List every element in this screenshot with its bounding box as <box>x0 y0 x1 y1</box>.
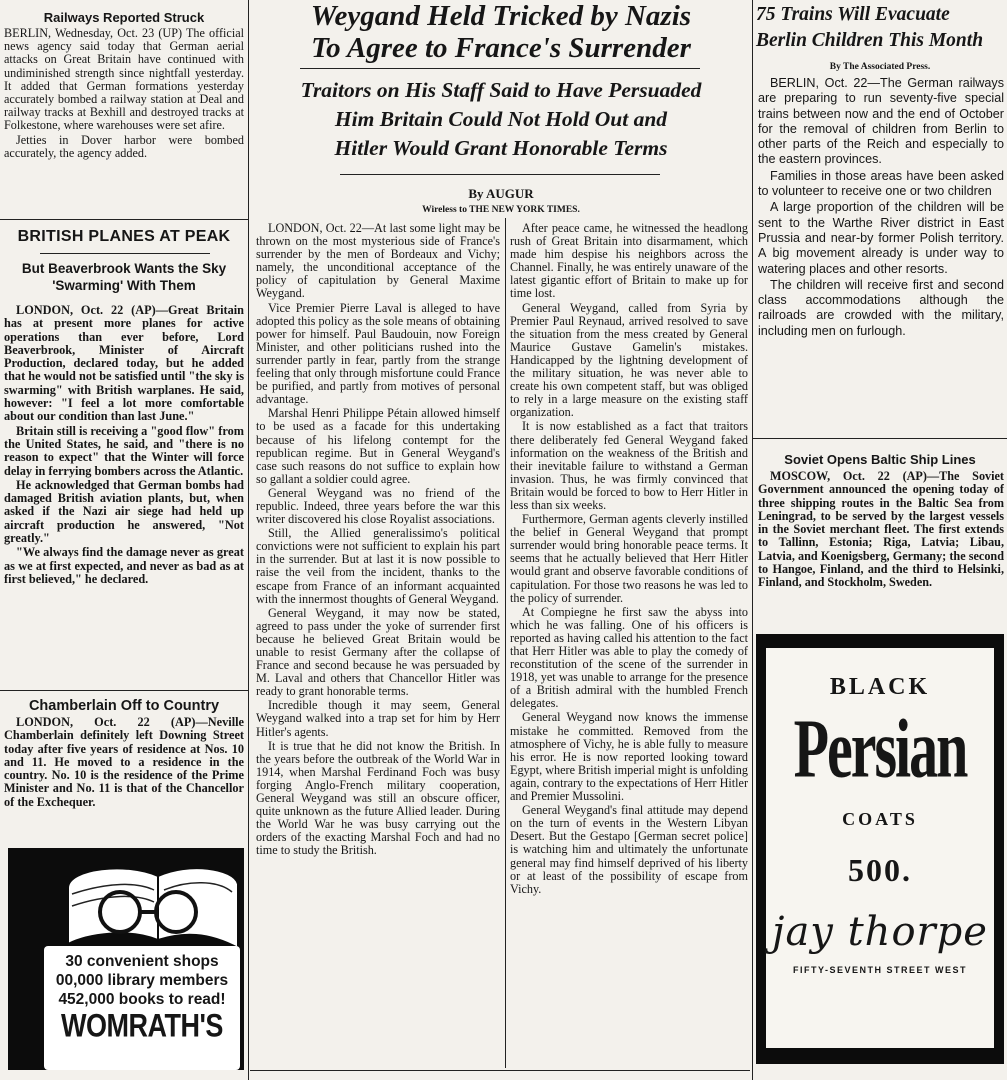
main-b-para-2: General Weygand, called from Syria by Premier Paul Reynaud, arrived resolved to save the situation from the mess created by General Maurice Gustave Gamelin's mistakes. Handicapped by the lightning development of the military situation, he was never able to create his own competent staff, but was obliged to rely in a large measure on the existing staff organization. <box>510 300 748 420</box>
main-deck-line-2: Him Britain Could Not Hold Out and <box>334 107 668 131</box>
main-deck-line-1: Traitors on His Staff Said to Have Persuaded <box>300 78 702 102</box>
soviet-article <box>758 470 1004 620</box>
railways-para-1: BERLIN, Wednesday, Oct. 23 (UP) The official news agency said today that German aerial attacks on Great Britain have continued with undiminished strength since nightfall yesterday. It added that German formations yesterday accurately bombed a railway station at Deal and railway tracks at Bexhill and destroyed tracks at Folkestone, where warehouses were set afire. <box>4 27 244 133</box>
trains-para-2: Families in those areas have been asked to volunteer to receive one or two children <box>758 168 1004 199</box>
womrath-line-1: 30 convenient shops <box>65 953 219 970</box>
main-headline <box>252 0 750 64</box>
womrath-text-panel <box>44 946 240 1070</box>
headline-rule <box>300 68 700 69</box>
persian-brand: jay thorpe <box>772 909 988 955</box>
main-headline-line-2: To Agree to France's Surrender <box>311 32 691 64</box>
main-a-para-6: General Weygand, it may now be stated, agreed to pass under the yoke of surrender first because he believed Great Britain would be unable to resist Germany after the collapse of France and second because he was persuaded by M. Laval and others that Chancellor Hitler was ready to grant honorable terms. <box>256 605 500 699</box>
main-credit: Wireless to THE NEW YORK TIMES. <box>422 205 580 215</box>
main-deck <box>252 76 750 163</box>
planes-para-4: "We always find the damage never as great as we at first expected, and never as bad as at first believed," he declared. <box>4 545 244 586</box>
trains-headline <box>756 2 1004 54</box>
column-rule-1 <box>248 0 249 1080</box>
section-rule-3 <box>753 438 1007 439</box>
main-headline-line-1: Weygand Held Tricked by Nazis <box>310 0 692 32</box>
railways-headline: Railways Reported Struck <box>43 10 205 25</box>
planes-article <box>4 304 244 688</box>
chamberlain-headline: Chamberlain Off to Country <box>28 698 220 714</box>
womrath-advertisement <box>8 848 244 1070</box>
main-a-para-2: Vice Premier Pierre Laval is alleged to have adopted this policy as the sole means of obtaining power for himself. Paul Baudouin, now Foreign Minister, and other politicians rushed into the surrender partly in fear, partly from the strange feeling that only through misfortune could France be purified, and partly from motives of personal advantage. <box>256 300 500 407</box>
planes-para-3: He acknowledged that German bombs had damaged British aviation plants, but, when asked if the Nazi air siege had held up aircraft production he answered, "Not greatly." <box>4 477 244 546</box>
main-b-para-5: At Compiegne he first saw the abyss into which he was falling. One of his officers is reported as having called his attention to the fact that Herr Hitler was able to play the comedy of reconstitution of the scene of the surrender in 1918, yet was unable to arrange for the presence of a British admiral with the humbled French delegates. <box>510 604 748 711</box>
soviet-headline: Soviet Opens Baltic Ship Lines <box>784 452 976 467</box>
planes-subhead: But Beaverbrook Wants the Sky 'Swarming' With Them <box>21 261 227 293</box>
main-b-para-1: After peace came, he witnessed the headlong rush of Great Britain into disarmament, which made him despise his neighbors across the Channel. Finally, he was entirely unaware of the latest gigantic effort of Britain to make up for time lost. <box>510 222 748 301</box>
main-b-para-4: Furthermore, German agents cleverly instilled the belief in General Weygand that prompt surrender would bring honorable peace terms. It seems that he actually believed that Herr Hitler would grant and observe favorable conditions of capitulation. For those two reasons he was led to the policy of surrender. <box>510 512 748 605</box>
soviet-para-1: MOSCOW, Oct. 22 (AP)—The Soviet Government announced the opening today of three shipping routes in the Baltic Sea from Leningrad, to be served by the largest vessels in the Soviet merchant fleet. The first extends to Tallinn, Estonia; Riga, Latvia; Libau, Latvia, and Koenigsberg, Germany; the second to Hangoe, Finland, and the third to Helsinki, Finland, and Stockholm, Sweden. <box>758 470 1004 590</box>
womrath-line-2: 00,000 library members <box>55 972 229 989</box>
trains-headline-line-2: Berlin Children This Month <box>756 30 984 51</box>
main-a-para-1: LONDON, Oct. 22—At last some light may be thrown on the most mysterious side of France's surrender by the men of Bordeaux and Vichy; namely, the unconditional acceptance of the policy of capitulation by General Maxime Weygand. <box>256 222 500 301</box>
persian-line-2: Persian <box>793 701 967 796</box>
main-a-para-4: General Weygand was no friend of the republic. Indeed, three years before the war this writer discovered his close Royalist associations. <box>256 485 500 527</box>
deck-rule <box>340 174 660 175</box>
persian-price: 500. <box>848 852 912 888</box>
planes-para-1: LONDON, Oct. 22 (AP)—Great Britain has at present more planes for active operations than ever before, Lord Beaverbrook, Minister of Aircraft Production, declared today, but he added that he would not be satisfied until "the sky is swarming" with British warplanes. He said, however: "I feel a lot more comfortable about our condition than last June." <box>4 304 244 424</box>
planes-headline: BRITISH PLANES AT PEAK <box>17 228 231 245</box>
main-b-para-3: It is now established as a fact that traitors there deliberately fed General Weygand faked information on the weakness of the British and their inevitable failure to withstand a German invasion. Thus, he was firmly convinced that Britain would be forced to bow to Herr Hitler in less than six weeks. <box>510 419 748 512</box>
main-column-b <box>510 222 748 1066</box>
main-b-para-6: General Weygand now knows the immense mistake he committed. Removed from the atmosphere of Vichy, he is able fully to measure his error. He is now reported looking toward Egypt, where British imperial might is unfolding again, contrary to the expectations of Herr Hitler and Premier Mussolini. <box>510 710 748 804</box>
trains-credit: By The Associated Press. <box>829 62 931 72</box>
column-rule-2 <box>752 0 753 1080</box>
trains-para-4: The children will receive first and second class accommodations although the railroads are crowded with the military, including men on furlough. <box>758 277 1004 338</box>
trains-para-3: A large proportion of the children will be sent to the Warthe River district in East Prussia and near-by former Polish territory. A big movement already is under way to watering places and other resorts. <box>758 200 1004 276</box>
persian-line-3: COATS <box>842 809 918 829</box>
main-deck-line-3: Hitler Would Grant Honorable Terms <box>334 136 668 160</box>
trains-para-1: BERLIN, Oct. 22—The German railways are preparing to run seventy-five special trains between now and the end of October for the removal of children from Berlin to other parts of the Reich and especially to the eastern provinces. <box>758 76 1004 167</box>
planes-subrule <box>40 253 210 254</box>
womrath-brand: WOMRATH'S <box>61 1007 223 1044</box>
persian-ad-panel <box>766 648 994 1048</box>
womrath-line-3: 452,000 books to read! <box>58 991 226 1008</box>
trains-article <box>758 76 1004 434</box>
section-rule-1 <box>0 219 248 220</box>
trains-headline-line-1: 75 Trains Will Evacuate <box>756 4 950 25</box>
chamberlain-article <box>4 716 244 838</box>
main-column-a <box>256 222 500 1066</box>
planes-para-2: Britain still is receiving a "good flow" from the United States, he said, and "there is no reason to expect" that the Winter will force delay in ferrying bombers across the Atlantic. <box>4 423 244 478</box>
railways-para-2: Jetties in Dover harbor were bombed accurately, the agency added. <box>4 132 244 160</box>
railways-article <box>4 27 244 217</box>
chamberlain-para-1: LONDON, Oct. 22 (AP)—Neville Chamberlain definitely left Downing Street today after five years of residence at Nos. 10 and 11. He moved to a residence in the country. No. 10 is the residence of the Prime Minister and No. 11 is that of the Chancellor of the Exchequer. <box>4 716 244 809</box>
column-rule-3 <box>505 218 506 1068</box>
section-rule-2 <box>0 690 248 691</box>
main-b-para-7: General Weygand's final attitude may depend on the turn of events in the Western Libyan Desert. But the Gestapo [German secret police] is watching him and ultimately the unfortunate general may find himself deprived of his liberty or at least of the possibility of escape from Vichy. <box>510 803 748 896</box>
persian-coats-advertisement <box>756 634 1004 1064</box>
persian-line-1: BLACK <box>829 674 931 700</box>
main-a-para-8: It is true that he did not know the British. In the years before the outbreak of the World War in 1914, when Marshal Ferdinand Foch was busy forging Anglo-French military cooperation, General Weygand was still an obscure officer, quite unknown as the future Allied leader. During the World War he was busy carrying out the orders of the exacting Marshal Foch and had no time to study the British. <box>256 738 500 858</box>
bottom-rule <box>250 1070 750 1071</box>
main-a-para-5: Still, the Allied generalissimo's political convictions were not sufficient to explain his part in the surrender. But at last it is now possible to raise the veil from the incident, thanks to the escape from France of an informant acquainted with the innermost thoughts of General Weygand. <box>256 526 500 606</box>
persian-address: FIFTY-SEVENTH STREET WEST <box>792 965 967 975</box>
main-a-para-3: Marshal Henri Philippe Pétain allowed himself to be used as a facade for this undertaking because of his lifelong contempt for the republican regime. But in General Weygand's case such reasons do not suffice to explain how so gallant a soldier could agree. <box>256 406 500 486</box>
main-a-para-7: Incredible though it may seem, General Weygand walked into a trap set for him by Herr Hitler's agents. <box>256 698 500 739</box>
main-byline: By AUGUR <box>468 186 534 201</box>
